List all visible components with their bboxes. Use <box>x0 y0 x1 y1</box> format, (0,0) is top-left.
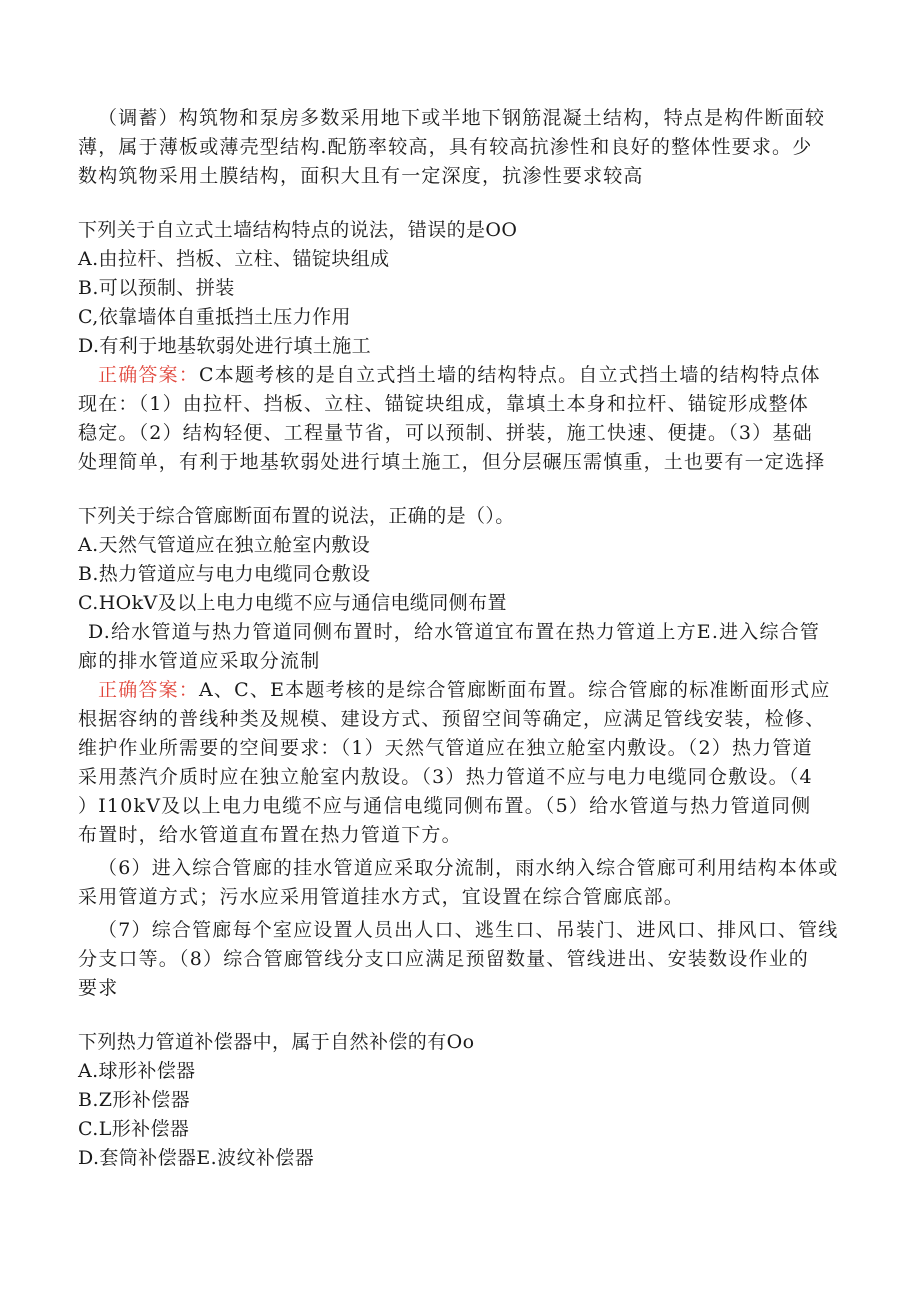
question-2-answer-line-6: 布置时，给水管道直布置在热力管道下方。 <box>78 824 462 846</box>
question-2-option-d-line-1: D.给水管道与热力管道同侧布置时，给水管道宜布置在热力管道上方E.进入综合管 <box>88 621 821 643</box>
question-2-note-6-line-2: 采用管道方式；污水应采用管道挂水方式，宜设置在综合管廊底部。 <box>78 886 685 908</box>
question-2 <box>78 502 838 1003</box>
question-2-answer-line-5: ）I10kV及以上电力电缆不应与通信电缆同侧布置。（5）给水管道与热力管道同侧 <box>78 795 812 817</box>
question-2-note-7-line-3: 要求 <box>78 977 119 999</box>
question-2-answer-line-4: 采用蒸汽介质时应在独立舱室内敖设。（3）热力管道不应与电力电缆同仓敷设。（4 <box>78 766 813 788</box>
question-1 <box>78 216 838 477</box>
intro-line-3: 数构筑物采用土膜结构，面积大且有一定深度，抗渗性要求较高 <box>78 165 644 187</box>
question-2-answer-line-2: 根据容纳的普线种类及规模、建设方式、预留空间等确定，应满足管线安装，检修、 <box>78 708 826 730</box>
question-3-stem: 下列热力管道补偿器中，属于自然补偿的有Oo <box>78 1031 475 1053</box>
question-3 <box>78 1028 838 1173</box>
question-1-option-d: D.有利于地基软弱处进行填土施工 <box>78 335 371 357</box>
question-1-option-c: C,依靠墙体自重抵挡土压力作用 <box>78 306 351 328</box>
question-2-option-d-line-2: 廊的排水管道应采取分流制 <box>78 650 321 672</box>
question-2-note-6-line-1: （6）进入综合管廊的挂水管道应采取分流制，雨水纳入综合管廊可利用结构本体或 <box>98 857 839 879</box>
intro-paragraph <box>78 104 838 191</box>
answer-label: 正确答案： <box>98 679 200 701</box>
question-1-answer-line-4: 处理简单，有利于地基软弱处进行填土施工，但分层碾压需慎重，土也要有一定选择 <box>78 451 826 473</box>
question-1-answer-line-2: 现在：（1）由拉杆、挡板、立柱、锚锭块组成，靠填土本身和拉杆、锚锭形成整体 <box>78 393 809 415</box>
question-3-option-b: B.Z形补偿器 <box>78 1089 191 1111</box>
question-2-option-a: A.天然气管道应在独立舱室内敷设 <box>78 534 371 556</box>
question-1-answer-line-1 <box>78 361 838 390</box>
answer-text: A、C、E本题考核的是综合管廊断面布置。综合管廊的标准断面形式应 <box>199 679 831 701</box>
question-2-answer-line-1 <box>78 676 838 705</box>
answer-text: C本题考核的是自立式挡土墙的结构特点。自立式挡土墙的结构特点体 <box>199 364 821 386</box>
intro-line-1: （调蓄）构筑物和泵房多数采用地下或半地下钢筋混凝土结构，特点是构件断面较 <box>98 107 826 129</box>
question-1-option-b: B.可以预制、拼装 <box>78 277 235 299</box>
question-1-answer-line-3: 稳定。（2）结构轻便、工程量节省，可以预制、拼装，施工快速、便捷。（3）基础 <box>78 422 813 444</box>
question-2-note-7-line-1: （7）综合管廊每个室应设置人员出人口、逃生口、吊装门、进风口、排风口、管线 <box>98 919 839 941</box>
question-1-option-a: A.由拉杆、挡板、立柱、锚锭块组成 <box>78 248 390 270</box>
question-1-stem: 下列关于自立式土墙结构特点的说法，错误的是OO <box>78 219 518 241</box>
answer-label: 正确答案： <box>98 364 200 386</box>
intro-line-2: 薄，属于薄板或薄壳型结构.配筋率较高，具有较高抗渗性和良好的整体性要求。少 <box>78 136 813 158</box>
question-2-answer <box>78 676 838 1003</box>
question-2-note-7-line-2: 分支口等。（8）综合管廊管线分支口应满足预留数量、管线进出、安装数设作业的 <box>78 948 809 970</box>
question-2-option-b: B.热力管道应与电力电缆同仓敷设 <box>78 563 371 585</box>
question-2-option-c: C.HOkV及以上电力电缆不应与通信电缆同侧布置 <box>78 592 507 614</box>
question-3-option-c: C.L形补偿器 <box>78 1118 190 1140</box>
question-3-option-a: A.球形补偿器 <box>78 1060 196 1082</box>
question-2-stem: 下列关于综合管廊断面布置的说法，正确的是（）。 <box>78 505 515 527</box>
question-2-answer-line-3: 维护作业所需要的空间要求：（1）天然气管道应在独立舱室内敷设。（2）热力管道 <box>78 737 813 759</box>
document-page <box>78 104 838 1173</box>
question-3-option-d: D.套筒补偿器E.波纹补偿器 <box>78 1147 315 1169</box>
question-1-answer <box>78 361 838 477</box>
